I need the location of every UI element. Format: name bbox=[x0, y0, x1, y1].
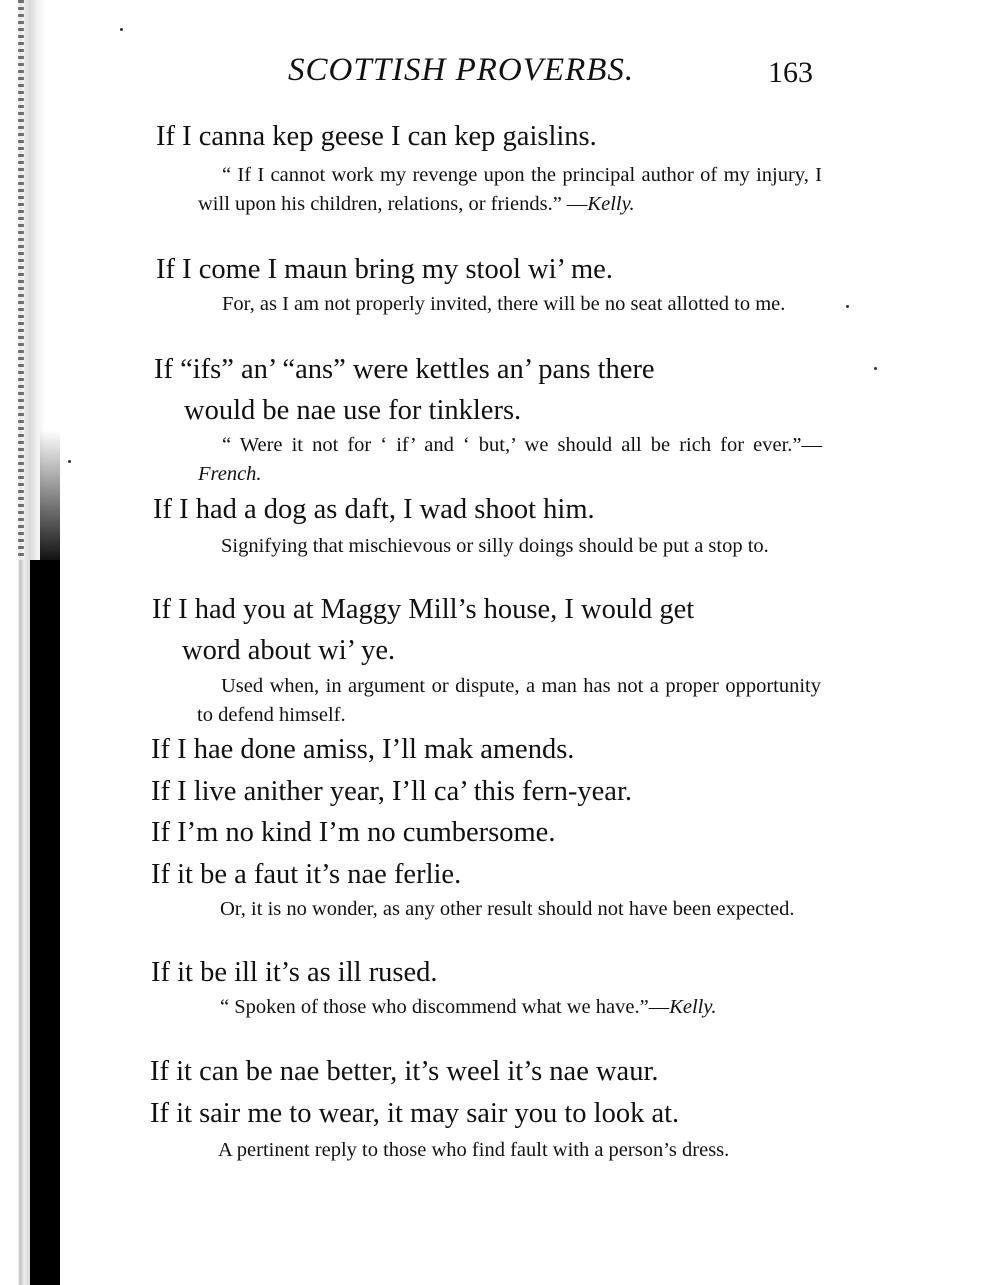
note-5-text: Used when, in argument or dispute, a man has not a proper opportunity to defend himself. bbox=[197, 675, 821, 726]
note-10-text: “ Spoken of those who discommend what we have.”— bbox=[220, 996, 670, 1018]
note-10 bbox=[196, 993, 820, 1022]
note-3-text: “ Were it not for ‘ if’ and ‘ but,’ we should all be rich for ever.”— bbox=[222, 434, 822, 456]
proverb-3-line2: would be nae use for tinklers. bbox=[184, 395, 522, 426]
note-1 bbox=[198, 161, 822, 218]
note-2-text: For, as I am not properly invited, there will be no seat allotted to me. bbox=[222, 293, 786, 315]
proverb-6: If I hae done amiss, I’ll mak amends. bbox=[151, 734, 575, 765]
proverb-3-line1: If “ifs” an’ “ans” were kettles an’ pans there bbox=[154, 354, 655, 385]
page-edge bbox=[18, 0, 24, 560]
proverb-1: If I canna kep geese I can kep gaislins. bbox=[156, 121, 597, 152]
note-12 bbox=[194, 1136, 816, 1165]
note-10-source: Kelly. bbox=[669, 996, 717, 1018]
proverb-2: If I come I maun bring my stool wi’ me. bbox=[156, 254, 613, 285]
note-4-text: Signifying that mischievous or silly doings should be put a stop to. bbox=[221, 535, 769, 557]
binding-shadow bbox=[30, 560, 60, 1285]
note-5 bbox=[197, 672, 821, 729]
speck bbox=[68, 460, 71, 463]
speck bbox=[874, 367, 877, 370]
running-title: SCOTTISH PROVERBS. bbox=[288, 52, 635, 88]
proverb-11: If it can be nae better, it’s weel it’s nae waur. bbox=[150, 1056, 659, 1087]
proverb-12: If it sair me to wear, it may sair you to look at. bbox=[150, 1098, 680, 1129]
note-9 bbox=[196, 895, 820, 924]
proverb-5-line1: If I had you at Maggy Mill’s house, I would get bbox=[152, 594, 695, 625]
proverb-5-line2: word about wi’ ye. bbox=[182, 635, 396, 666]
note-12-text: A pertinent reply to those who find fault with a person’s dress. bbox=[218, 1139, 730, 1161]
proverb-8: If I’m no kind I’m no cumbersome. bbox=[151, 817, 556, 848]
note-3-source: French. bbox=[198, 462, 262, 485]
speck bbox=[120, 28, 123, 31]
binding-shadow-top bbox=[40, 430, 60, 570]
proverb-7: If I live anither year, I’ll ca’ this fern-year. bbox=[151, 776, 632, 807]
speck bbox=[846, 305, 849, 308]
proverb-9: If it be a faut it’s nae ferlie. bbox=[151, 859, 462, 890]
note-1-source: Kelly. bbox=[587, 192, 635, 215]
note-2 bbox=[198, 290, 822, 319]
note-9-text: Or, it is no wonder, as any other result should not have been expected. bbox=[220, 898, 795, 920]
proverb-4: If I had a dog as daft, I wad shoot him. bbox=[153, 494, 595, 525]
proverb-10: If it be ill it’s as ill rused. bbox=[151, 957, 438, 988]
note-4 bbox=[197, 532, 821, 561]
note-3 bbox=[198, 431, 822, 488]
page-number: 163 bbox=[768, 56, 813, 89]
note-1-text: “ If I cannot work my revenge upon the principal author of my injury, I will upon his children, relations, or friends.” — bbox=[198, 164, 822, 215]
